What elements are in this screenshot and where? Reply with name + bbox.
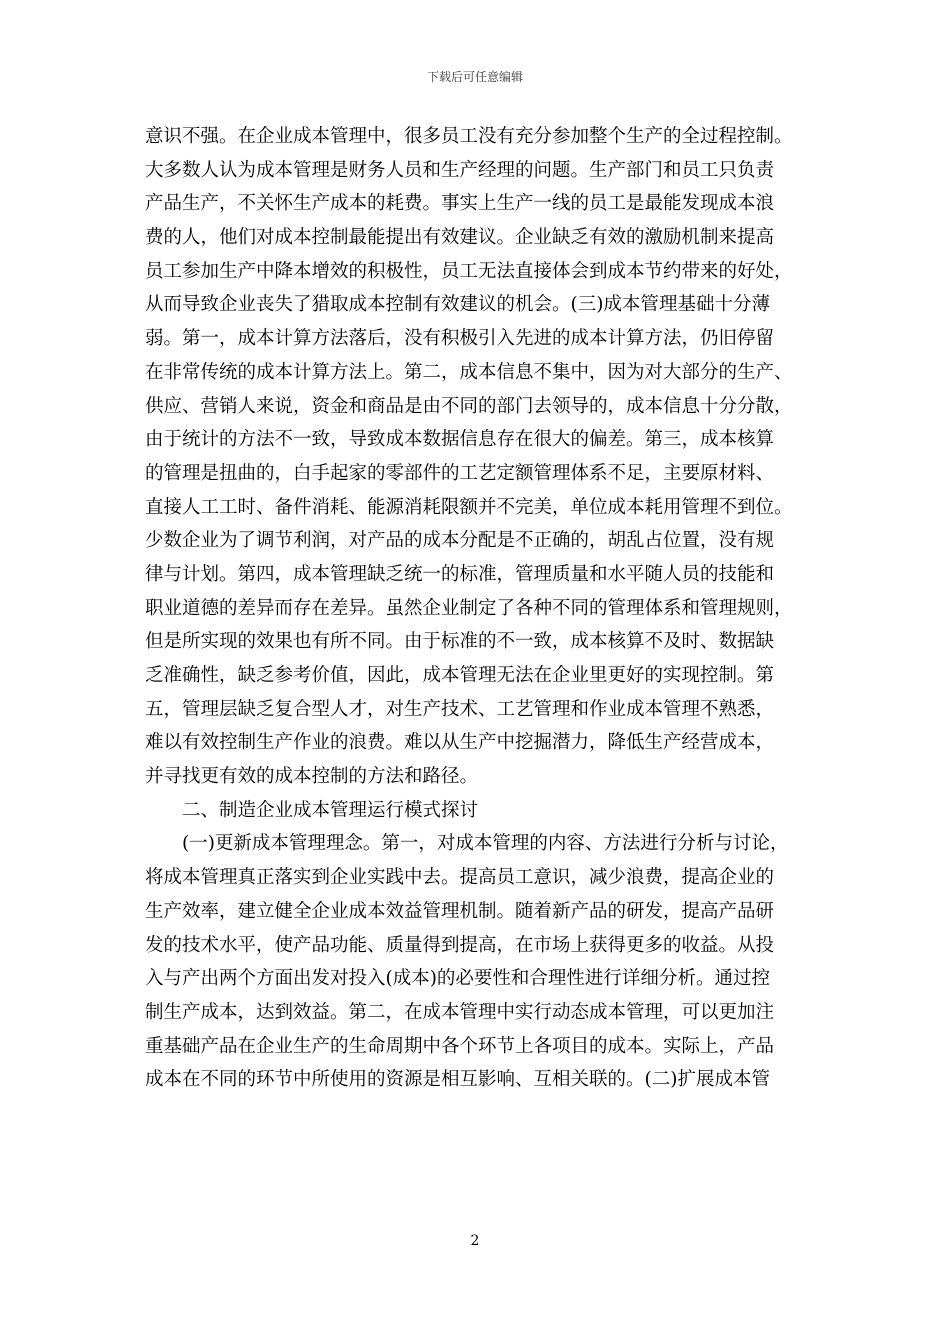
text-line: 供应、营销人来说，资金和商品是由不同的部门去领导的，成本信息十分分散， xyxy=(145,395,793,417)
text-line: 将成本管理真正落实到企业实践中去。提高员工意识，减少浪费，提高企业的 xyxy=(145,867,775,889)
text-line: 少数企业为了调节利润，对产品的成本分配是不正确的，胡乱占位置，没有规 xyxy=(145,530,775,552)
text-line: 在非常传统的成本计算方法上。第二，成本信息不集中，因为对大部分的生产、 xyxy=(145,361,793,383)
page-header: 下载后可任意编辑 xyxy=(426,70,523,84)
text-line: 从而导致企业丧失了猎取成本控制有效建议的机会。(三)成本管理基础十分薄 xyxy=(145,294,770,316)
text-line: 费的人，他们对成本控制最能提出有效建议。企业缺乏有效的激励机制来提高 xyxy=(145,227,775,249)
text-line: 生产效率，建立健全企业成本效益管理机制。随着新产品的研发，提高产品研 xyxy=(145,900,775,922)
text-line: 产品生产，不关怀生产成本的耗费。事实上生产一线的员工是最能发现成本浪 xyxy=(145,193,775,215)
text-line: 意识不强。在企业成本管理中，很多员工没有充分参加整个生产的全过程控制。 xyxy=(145,126,793,147)
text-line: 成本在不同的环节中所使用的资源是相互影响、互相关联的。(二)扩展成本管 xyxy=(145,1069,770,1091)
text-line: 大多数人认为成本管理是财务人员和生产经理的问题。生产部门和员工只负责 xyxy=(145,159,775,181)
text-line: 的管理是扭曲的，白手起家的零部件的工艺定额管理体系不足，主要原材料、 xyxy=(145,462,775,484)
text-line: 五，管理层缺乏复合型人才，对生产技术、工艺管理和作业成本管理不熟悉， xyxy=(145,698,775,720)
document-body xyxy=(145,120,805,1097)
page-number: 2 xyxy=(470,1233,480,1249)
text-line: 发的技术水平，使产品功能、质量得到提高，在市场上获得更多的收益。从投 xyxy=(145,934,775,956)
text-line: 员工参加生产中降本增效的积极性，员工无法直接体会到成本节约带来的好处， xyxy=(145,260,793,282)
section-heading: 二、制造企业成本管理运行模式探讨 xyxy=(182,799,479,821)
text-line: (一)更新成本管理理念。第一，对成本管理的内容、方法进行分析与讨论， xyxy=(182,833,789,855)
text-line: 制生产成本，达到效益。第二，在成本管理中实行动态成本管理，可以更加注 xyxy=(145,1001,775,1023)
text-line: 难以有效控制生产作业的浪费。难以从生产中挖掘潜力，降低生产经营成本， xyxy=(145,732,775,754)
text-line: 但是所实现的效果也有所不同。由于标准的不一致，成本核算不及时、数据缺 xyxy=(145,631,775,653)
text-line: 弱。第一，成本计算方法落后，没有积极引入先进的成本计算方法，仍旧停留 xyxy=(145,328,775,350)
text-line: 乏准确性，缺乏参考价值，因此，成本管理无法在企业里更好的实现控制。第 xyxy=(145,665,775,686)
text-line: 职业道德的差异而存在差异。虽然企业制定了各种不同的管理体系和管理规则， xyxy=(145,597,793,619)
text-line: 由于统计的方法不一致，导致成本数据信息存在很大的偏差。第三，成本核算 xyxy=(145,429,775,451)
text-line: 重基础产品在企业生产的生命周期中各个环节上各项目的成本。实际上，产品 xyxy=(145,1035,775,1057)
text-line: 律与计划。第四，成本管理缺乏统一的标准，管理质量和水平随人员的技能和 xyxy=(145,563,775,585)
text-line: 并寻找更有效的成本控制的方法和路径。 xyxy=(145,766,479,788)
text-line: 直接人工工时、备件消耗、能源消耗限额并不完美，单位成本耗用管理不到位。 xyxy=(145,496,793,518)
text-line: 入与产出两个方面出发对投入(成本)的必要性和合理性进行详细分析。通过控 xyxy=(145,968,770,990)
